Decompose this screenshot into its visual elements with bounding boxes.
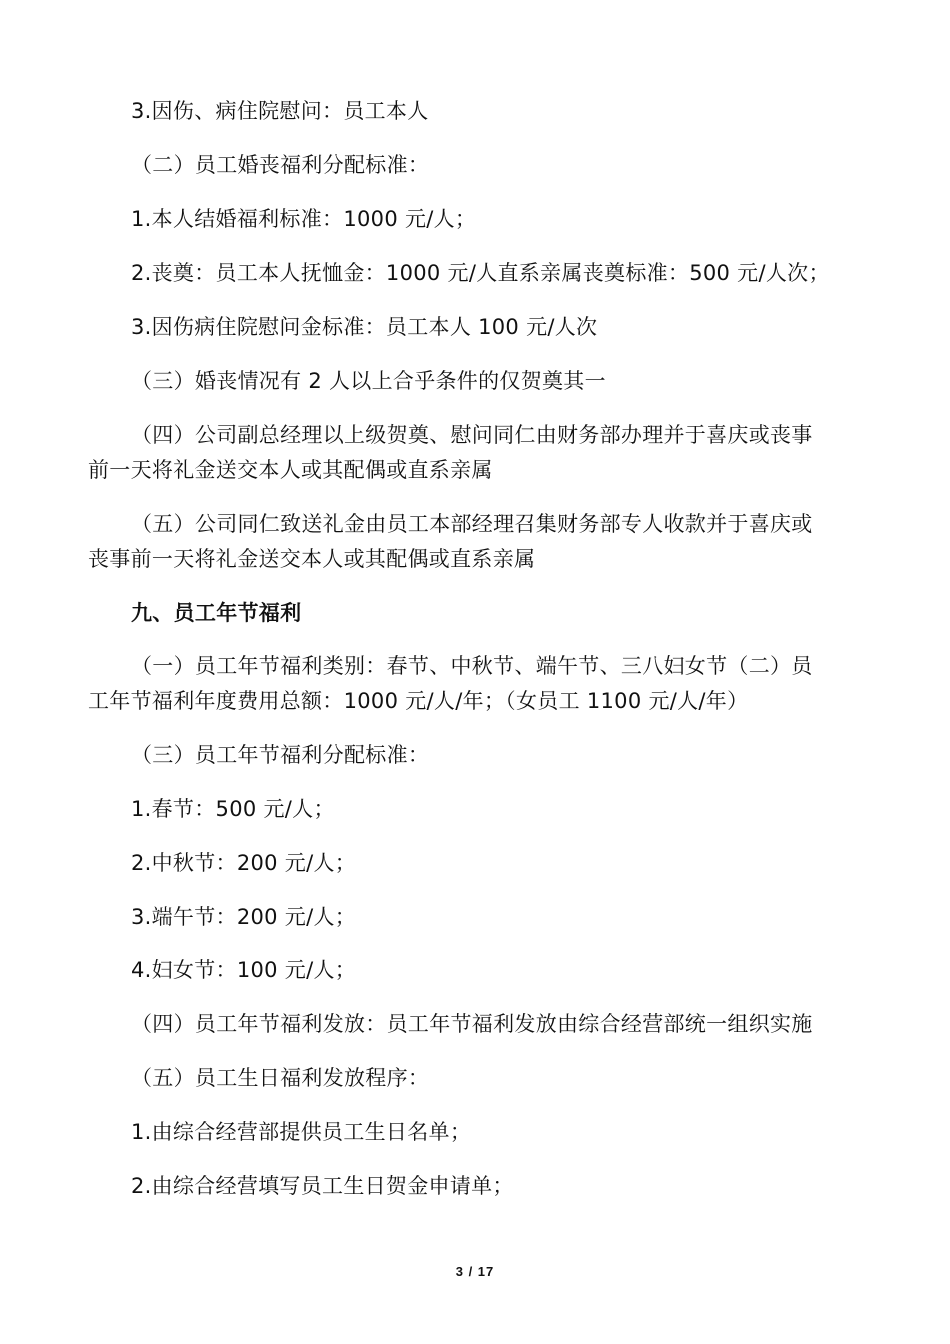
page-number: 3 / 17 bbox=[455, 1264, 495, 1279]
text-line: （五）员工生日福利发放程序： bbox=[131, 1066, 430, 1090]
text-line: （二）员工婚丧福利分配标准： bbox=[131, 153, 430, 177]
text-line: 丧事前一天将礼金送交本人或其配偶或直系亲属 bbox=[88, 547, 536, 571]
text-line: 4.妇女节：100 元/人； bbox=[131, 958, 357, 982]
text-line: （四）公司副总经理以上级贺奠、慰问同仁由财务部办理并于喜庆或丧事 bbox=[131, 423, 813, 447]
text-line: 1.本人结婚福利标准：1000 元/人； bbox=[131, 207, 477, 231]
text-line: （四）员工年节福利发放：员工年节福利发放由综合经营部统一组织实施 bbox=[131, 1012, 813, 1036]
section-heading: 九、员工年节福利 bbox=[131, 601, 302, 625]
text-line: 工年节福利年度费用总额：1000 元/人/年；（女员工 1100 元/人/年） bbox=[88, 689, 749, 713]
text-line: 2.中秋节：200 元/人； bbox=[131, 851, 357, 875]
text-line: 1.春节：500 元/人； bbox=[131, 797, 335, 821]
text-line: （一）员工年节福利类别：春节、中秋节、端午节、三八妇女节（二）员 bbox=[131, 654, 813, 678]
text-line: （三）员工年节福利分配标准： bbox=[131, 743, 430, 767]
text-line: 2.由综合经营填写员工生日贺金申请单； bbox=[131, 1174, 514, 1198]
text-line: （三）婚丧情况有 2 人以上合乎条件的仅贺奠其一 bbox=[131, 369, 606, 393]
text-line: 3.因伤、病住院慰问：员工本人 bbox=[131, 99, 429, 123]
text-line: （五）公司同仁致送礼金由员工本部经理召集财务部专人收款并于喜庆或 bbox=[131, 512, 813, 536]
text-line: 2.丧奠：员工本人抚恤金：1000 元/人直系亲属丧奠标准：500 元/人次； bbox=[131, 261, 830, 285]
text-line: 1.由综合经营部提供员工生日名单； bbox=[131, 1120, 472, 1144]
text-line: 3.端午节：200 元/人； bbox=[131, 905, 357, 929]
text-line: 3.因伤病住院慰问金标准：员工本人 100 元/人次 bbox=[131, 315, 598, 339]
text-line: 前一天将礼金送交本人或其配偶或直系亲属 bbox=[88, 458, 493, 482]
